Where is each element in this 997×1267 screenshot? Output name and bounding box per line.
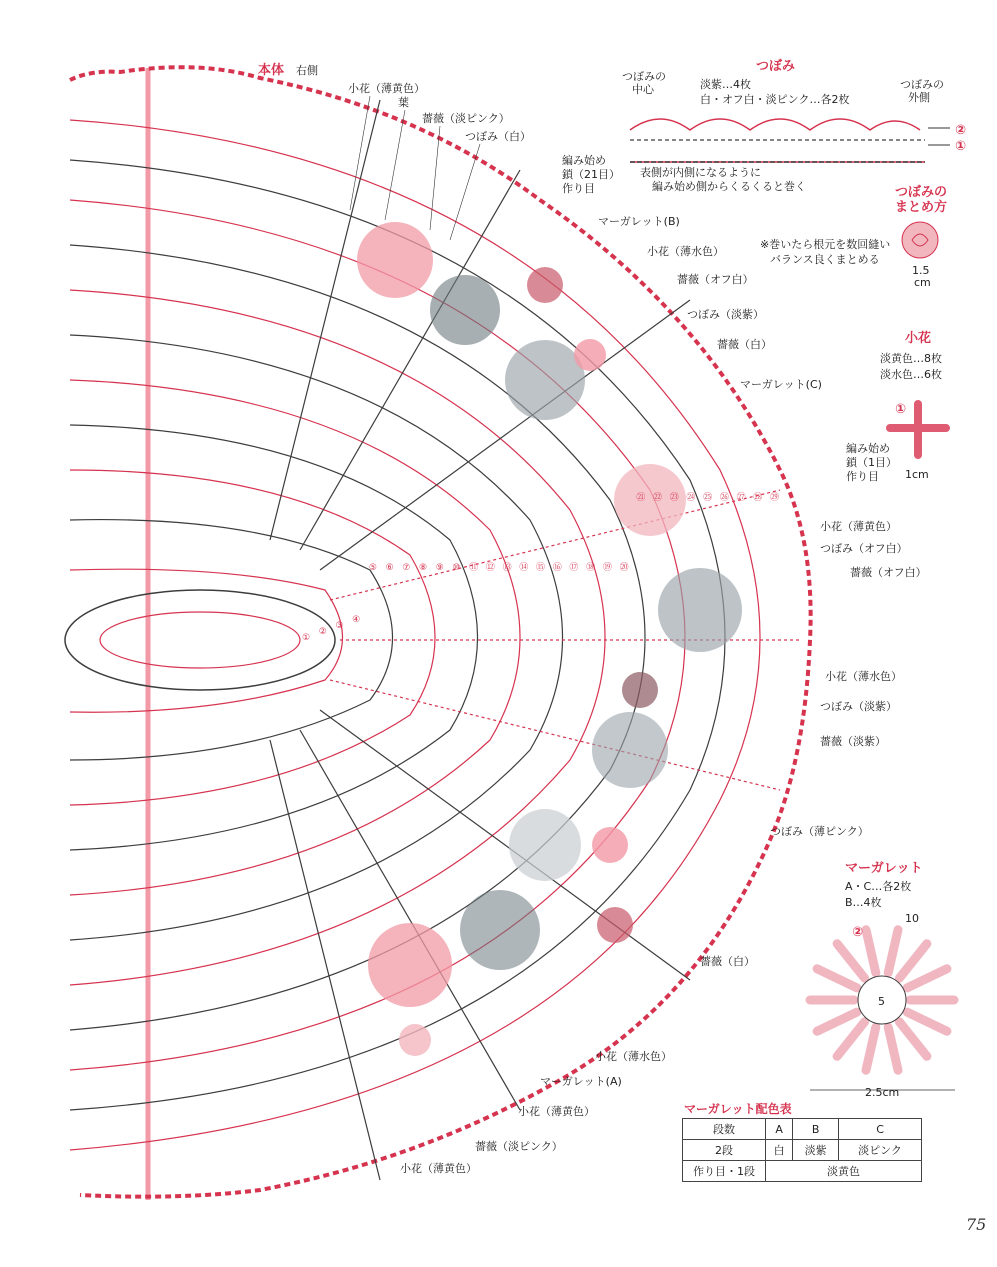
callout-label: 小花（薄水色）: [647, 245, 724, 258]
round-number: ⑰: [569, 563, 579, 573]
round-number: ㉗: [736, 493, 746, 503]
round-number: ㉔: [686, 493, 696, 503]
leader-line: [385, 110, 405, 220]
table-cell: 淡紫: [793, 1140, 839, 1161]
table-row: [683, 1119, 922, 1140]
callout-label: 薔薇（淡ピンク）: [422, 112, 510, 125]
bud-row-2: ②: [955, 123, 967, 138]
rose-motif: [592, 712, 668, 788]
small-flower-row: ①: [895, 402, 907, 417]
small-flower-start: 編み始め: [846, 442, 890, 455]
margaret-petal: [888, 1027, 898, 1070]
bud-colors: 白・オフ白・淡ピンク…各2枚: [700, 93, 850, 106]
small-flower-size: 1cm: [905, 468, 929, 481]
margaret-petal: [888, 930, 898, 973]
round-number: ④: [352, 615, 361, 625]
rose-motif: [658, 568, 742, 652]
bud-finish-note: バランス良くまとめる: [770, 253, 880, 266]
leader-line: [430, 126, 440, 230]
bud-title: つぼみ: [756, 59, 796, 74]
callout-label: 小花（薄黄色）: [820, 520, 897, 533]
round-number: ⑩: [452, 563, 461, 573]
center-oval: [65, 590, 335, 690]
margaret-petal: [907, 969, 947, 988]
ring-arc: [70, 335, 563, 940]
leader-line: [450, 144, 480, 240]
table-cell: 白: [766, 1140, 793, 1161]
small-flower-colors: 淡黄色…8枚: [880, 352, 942, 365]
small-flower-section: [846, 330, 946, 483]
round-number: ②: [318, 627, 327, 637]
bud-finish-note: ※巻いたら根元を数回縫い: [760, 238, 891, 251]
callout-label: マーガレット(A): [540, 1075, 622, 1088]
callouts-right: [400, 215, 927, 1175]
bud-size-unit: cm: [914, 276, 931, 289]
margaret-petal: [817, 1012, 857, 1031]
round-number: ⑭: [519, 563, 529, 573]
round-number: ⑬: [502, 563, 512, 573]
round-number: ㉙: [770, 493, 780, 503]
bud-center-label: 中心: [632, 83, 654, 96]
callouts-top: [348, 81, 531, 240]
margaret-petal: [899, 944, 926, 978]
round-number: ⑱: [586, 563, 596, 573]
callout-label: マーガレット(C): [740, 378, 822, 391]
table-cell: 2段: [683, 1140, 766, 1161]
small-flower-motif: [597, 907, 633, 943]
callout-label: マーガレット(B): [598, 215, 680, 228]
small-flower-colors: 淡水色…6枚: [880, 368, 942, 381]
table-row: [683, 1140, 922, 1161]
small-flower-motif: [527, 267, 563, 303]
round-number: ①: [302, 633, 311, 643]
margaret-motif: [430, 275, 500, 345]
round-number: ㉓: [669, 493, 679, 503]
small-flower-motif: [399, 1024, 431, 1056]
margaret-petal: [837, 1022, 864, 1056]
margaret-petal: [817, 969, 857, 988]
callout-label: 小花（薄黄色）: [400, 1162, 477, 1175]
callout-label: 小花（薄水色）: [595, 1050, 672, 1063]
margaret-colors: A・C…各2枚: [845, 880, 912, 893]
margaret-label-5: 5: [878, 995, 885, 1008]
bud-motif: [574, 339, 606, 371]
table-cell: A: [766, 1119, 793, 1140]
callout-label: つぼみ（オフ白）: [820, 542, 908, 555]
callout-label: 小花（薄水色）: [825, 670, 902, 683]
bud-outer-label: つぼみの: [900, 78, 944, 91]
callout-label: 薔薇（淡ピンク）: [475, 1140, 563, 1153]
table-cell: C: [839, 1119, 922, 1140]
bud-colors: 淡紫…4枚: [700, 78, 751, 91]
margaret-size: 2.5cm: [865, 1086, 900, 1099]
callout-label: 薔薇（白）: [717, 338, 772, 351]
main-subtitle: 右側: [296, 64, 318, 77]
round-number: ⑯: [552, 563, 562, 573]
round-number: ⑳: [619, 563, 629, 573]
margaret-row: ②: [852, 925, 864, 940]
small-flower-motif: [622, 672, 658, 708]
callout-label: 薔薇（淡紫）: [820, 735, 886, 748]
margaret-section: [810, 861, 955, 1099]
bud-finish-title: つぼみの: [895, 185, 948, 200]
round-number: ㉕: [703, 493, 713, 503]
margaret-color-table: [682, 1118, 922, 1182]
small-flower-title: 小花: [905, 331, 932, 346]
round-number: ⑤: [368, 563, 377, 573]
bud-row-1: ①: [955, 139, 967, 154]
callout-label: つぼみ（薄ピンク）: [770, 825, 869, 838]
bud-note: 編み始め側からくるくると巻く: [652, 180, 806, 193]
table-cell: 淡黄色: [766, 1161, 922, 1182]
bud-motif: [592, 827, 628, 863]
table-cell: 作り目・1段: [683, 1161, 766, 1182]
callout-label: 薔薇（オフ白）: [850, 566, 927, 579]
bud-size: 1.5: [912, 264, 930, 277]
round-number: ㉖: [719, 493, 729, 503]
bud-start: 編み始め: [562, 154, 606, 167]
radial-spoke: [270, 740, 380, 1180]
callout-label: 薔薇（オフ白）: [677, 273, 754, 286]
callout-label: 葉: [398, 96, 409, 109]
bud-section: [562, 58, 966, 289]
bud-start: 鎖（21目）: [562, 168, 620, 181]
table-cell: B: [793, 1119, 839, 1140]
round-number: ⑥: [385, 563, 394, 573]
round-number: ③: [335, 621, 344, 631]
round-number: ⑨: [435, 563, 444, 573]
round-number: ⑮: [536, 563, 546, 573]
small-flower-start: 作り目: [846, 470, 879, 483]
bud-finish-title: まとめ方: [895, 200, 948, 215]
callout-label: 薔薇（白）: [700, 955, 755, 968]
round-number: ⑫: [485, 563, 495, 573]
center-oval-inner: [100, 612, 300, 668]
rose-motif: [368, 923, 452, 1007]
rose-motif: [509, 809, 581, 881]
radial-spoke: [330, 680, 780, 790]
ring-arc: [70, 520, 393, 760]
color-table-title: マーガレット配色表: [684, 1102, 792, 1116]
round-number: ㉑: [636, 493, 646, 503]
margaret-petal: [837, 944, 864, 978]
rose-motif: [357, 222, 433, 298]
margaret-petal: [866, 930, 876, 973]
round-number: ㉘: [753, 493, 763, 503]
bud-start: 作り目: [562, 182, 595, 195]
callout-label: つぼみ（淡紫）: [687, 308, 764, 321]
bud-note: 表側が内側になるように: [640, 166, 761, 179]
page-number: 75: [966, 1215, 987, 1234]
table-cell: 段数: [683, 1119, 766, 1140]
table-row: [683, 1161, 922, 1182]
round-number: ㉒: [653, 493, 663, 503]
round-number: ⑲: [602, 563, 612, 573]
round-number: ⑪: [469, 563, 479, 573]
callout-label: つぼみ（白）: [465, 130, 531, 143]
margaret-petal: [907, 1012, 947, 1031]
bud-finished-icon: [902, 222, 938, 258]
callout-label: 小花（薄黄色）: [518, 1105, 595, 1118]
round-number: ⑧: [419, 563, 428, 573]
bud-center-label: つぼみの: [622, 70, 666, 83]
callout-label: つぼみ（淡紫）: [820, 700, 897, 713]
callout-label: 小花（薄黄色）: [348, 82, 425, 95]
round-number: ⑦: [402, 563, 411, 573]
small-flower-start: 鎖（1目）: [846, 456, 897, 469]
main-title: 本体: [258, 63, 285, 78]
margaret-petal: [899, 1022, 926, 1056]
margaret-petal: [866, 1027, 876, 1070]
rose-motif: [505, 340, 585, 420]
table-cell: 淡ピンク: [839, 1140, 922, 1161]
margaret-colors: B…4枚: [845, 896, 882, 909]
margaret-label-10: 10: [905, 912, 919, 925]
ring-arc: [70, 425, 478, 850]
margaret-title: マーガレット: [845, 861, 923, 876]
margaret-motif: [460, 890, 540, 970]
motif-blobs: [357, 222, 742, 1056]
bud-outer-label: 外側: [908, 91, 930, 104]
